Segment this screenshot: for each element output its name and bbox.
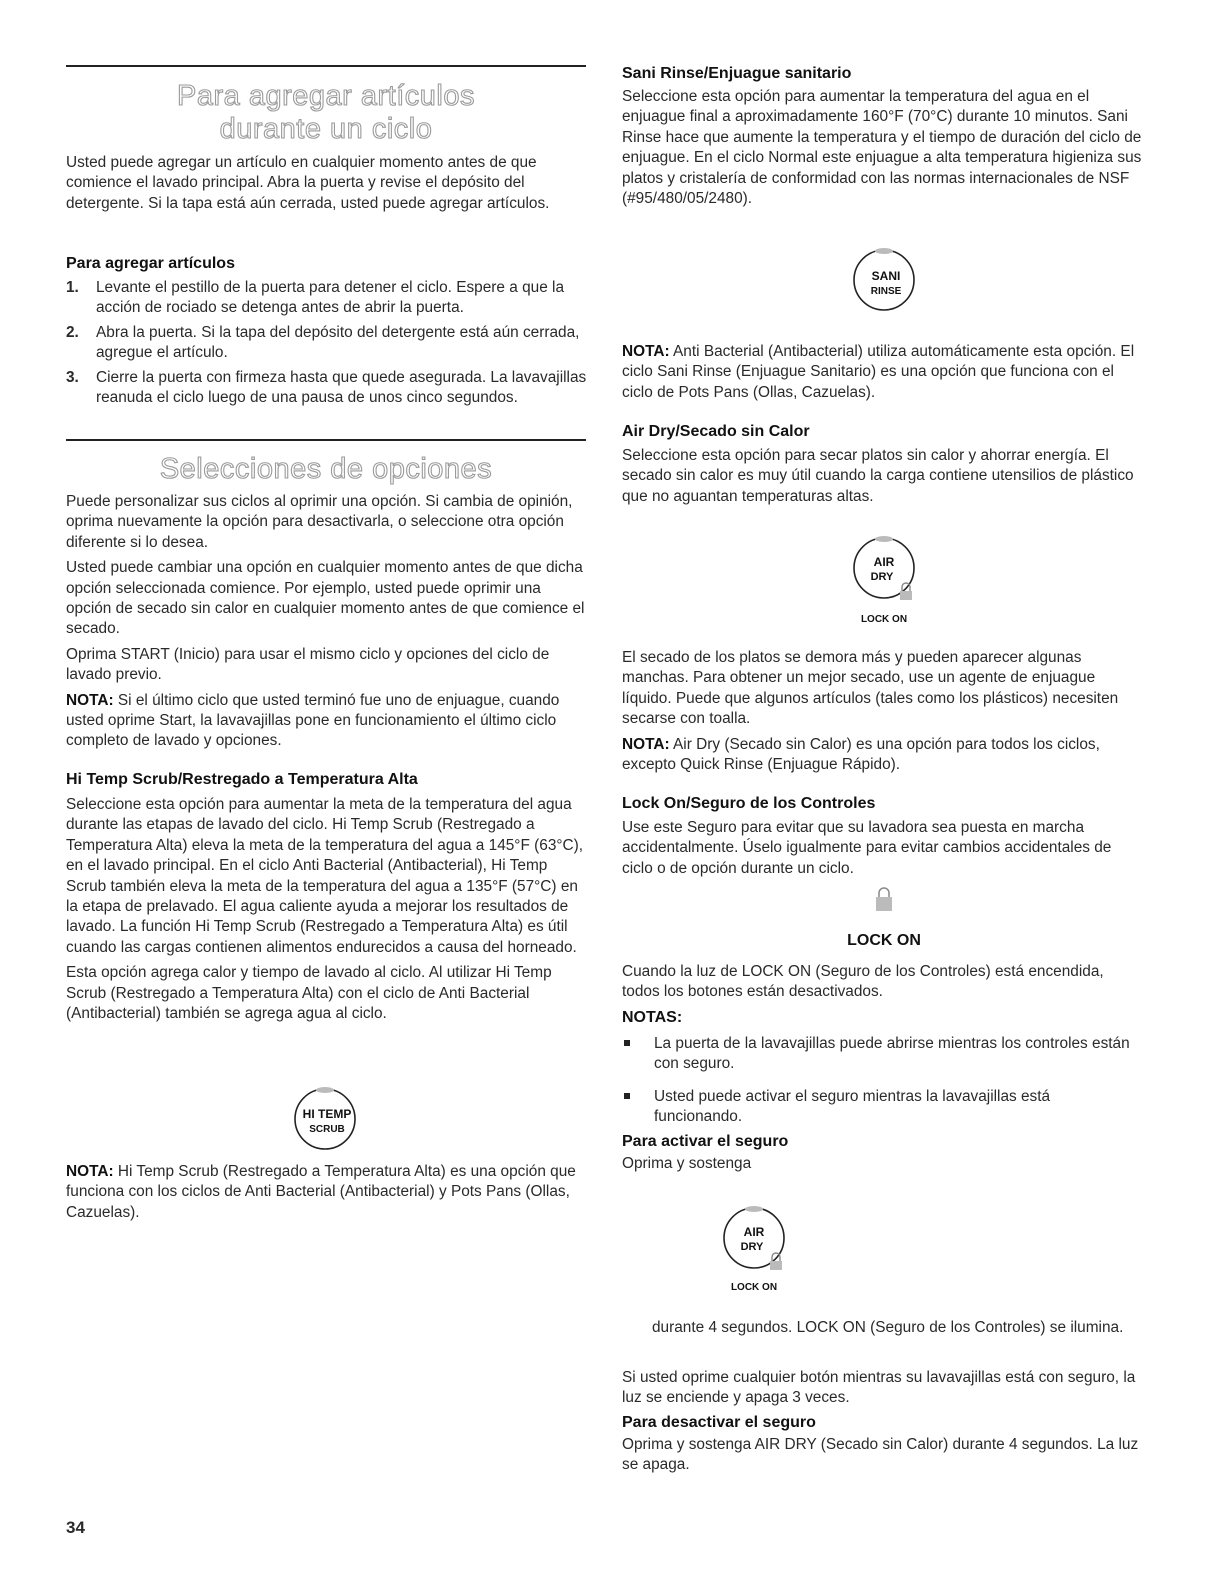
- lock-notes-title: NOTAS:: [622, 1009, 683, 1026]
- hitemp-icon-line2: SCRUB: [309, 1124, 345, 1135]
- lock-icon-caption: LOCK ON: [847, 932, 921, 949]
- lock-p3: Si usted oprime cualquier botón mientras su lavavajillas está con seguro, la luz se enciende y apaga 3 veces.: [622, 1369, 1136, 1407]
- lock-on-indicator-icon: [826, 884, 942, 950]
- step-item: 1. Levante el pestillo de la puerta para detener el ciclo. Espere a que la acción de rociado se detenga antes de abrir la puerta.: [66, 279, 565, 317]
- padlock-icon: [900, 583, 912, 600]
- hitemp-icon-line1: HI TEMP: [302, 1107, 352, 1121]
- deactivate-title: Para desactivar el seguro: [622, 1414, 816, 1431]
- step-item: 2. Abra la puerta. Si la tapa del depósito del detergente está aún cerrada, agregue el artículo.: [66, 323, 580, 362]
- airdry-icon-line2: DRY: [870, 571, 894, 583]
- options-p1: Puede personalizar sus ciclos al oprimir una opción. Si cambia de opinión, oprima nuevamente la opción para desactivarla, o seleccione otra opción diferente si lo desea.: [66, 493, 573, 551]
- list-item: La puerta de la lavavajillas puede abrirse mientras los controles están con seguro.: [622, 1034, 1142, 1075]
- hitemp-title: Hi Temp Scrub/Restregado a Temperatura Alta: [66, 771, 418, 788]
- air-dry-button-icon-2: [696, 1188, 812, 1296]
- activate-title: Para activar el seguro: [622, 1133, 789, 1150]
- add-items-intro: Usted puede agregar un artículo en cualquier momento antes de que comience el lavado principal. Abra la puerta y revise el depósito del detergente. Si la tapa está aún cerrada, usted puede agregar artículos.: [66, 154, 550, 212]
- airdry-icon-caption: LOCK ON: [860, 614, 908, 625]
- padlock-icon: [876, 888, 892, 911]
- options-rule: [66, 439, 586, 441]
- add-items-steps-title: Para agregar artículos: [66, 255, 235, 272]
- deactivate-text: Oprima y sostenga AIR DRY (Secado sin Calor) durante 4 segundos. La luz se apaga.: [622, 1436, 1139, 1474]
- activate-text: Oprima y sostenga: [622, 1155, 752, 1172]
- sani-note: NOTA: Anti Bacterial (Antibacterial) utiliza automáticamente esta opción. El ciclo Sani Rinse (Enjuague Sanitario) es una opción que funciona con el ciclo de Pots Pans (Ollas, Cazuelas).: [622, 343, 1135, 401]
- add-items-steps: [66, 278, 588, 408]
- activate-icon-line2: DRY: [740, 1241, 764, 1253]
- hitemp-p2: Esta opción agrega calor y tiempo de lavado al ciclo. Al utilizar Hi Temp Scrub (Restregado a Temperatura Alta) con el ciclo de Anti Bacterial (Antibacterial) también se agrega agua al ciclo.: [66, 964, 552, 1023]
- air-dry-button-icon: [826, 518, 942, 628]
- page-number: 34: [66, 1518, 85, 1537]
- activate-icon-caption: LOCK ON: [730, 1282, 778, 1293]
- airdry-note: NOTA: Air Dry (Secado sin Calor) es una opción para todos los ciclos, excepto Quick Rinse (Enjuague Rápido).: [622, 735, 1100, 774]
- sani-icon-line1: SANI: [871, 269, 901, 283]
- sani-icon-line2: RINSE: [870, 286, 902, 297]
- activate-text-2: durante 4 segundos. LOCK ON (Seguro de los Controles) se ilumina.: [652, 1319, 1124, 1336]
- step-item: 3. Cierre la puerta con firmeza hasta que quede asegurada. La lavavajillas reanuda el ciclo luego de una pausa de unos cinco segundos.: [66, 368, 587, 407]
- lock-p2: Cuando la luz de LOCK ON (Seguro de los Controles) está encendida, todos los botones están desactivados.: [622, 963, 1104, 1001]
- options-p2: Usted puede cambiar una opción en cualquier momento antes de que dicha opción seleccionada comience. Por ejemplo, usted puede oprimir una opción de secado sin calor en cualquier momento antes de que comience el secado.: [66, 559, 585, 638]
- airdry-p1: Seleccione esta opción para secar platos sin calor y ahorrar energía. El secado sin calor es muy útil cuando la carga contiene utensilios de plástico que no aguantan temperaturas altas.: [622, 447, 1134, 505]
- lock-p1: Use este Seguro para evitar que su lavadora sea puesta en marcha accidentalmente. Úselo igualmente para evitar cambios accidentales de ciclo o de opción durante un ciclo.: [622, 819, 1112, 877]
- add-items-heading: [66, 80, 586, 146]
- lock-title: Lock On/Seguro de los Controles: [622, 795, 876, 812]
- lock-notes-list: [622, 1034, 1142, 1128]
- options-note: NOTA: Si el último ciclo que usted terminó fue uno de enjuague, cuando usted oprime Start, la lavavajillas pone en funcionamiento el último ciclo completo de lavado y opciones.: [66, 691, 560, 750]
- sani-title: Sani Rinse/Enjuague sanitario: [622, 65, 852, 82]
- hi-temp-scrub-button-icon: [267, 1078, 383, 1150]
- options-heading: Selecciones de opciones: [159, 453, 493, 485]
- sani-p1: Seleccione esta opción para aumentar la temperatura del agua en el enjuague final a aproximadamente 160°F (70°C) durante 10 minutos. Sani Rinse hace que aumente la temperatura y el tiempo de duración del ciclo de enjuague. En el ciclo Normal este enjuague a alta temperatura higieniza sus platos y cristalería de conformidad con las normas internacionales de NSF (#95/480/05/2480).: [622, 88, 1142, 208]
- airdry-title: Air Dry/Secado sin Calor: [622, 423, 810, 440]
- airdry-p2: El secado de los platos se demora más y pueden aparecer algunas manchas. Para obtener un mejor secado, use un agente de enjuague líquido. Puede que algunos artículos (tales como los plásticos) necesiten secarse con toalla.: [622, 649, 1119, 728]
- hitemp-note: NOTA: Hi Temp Scrub (Restregado a Temperatura Alta) es una opción que funciona con los ciclos de Anti Bacterial (Antibacterial) y Pots Pans (Ollas, Cazuelas).: [66, 1163, 576, 1221]
- hitemp-p1: Seleccione esta opción para aumentar la meta de la temperatura del agua durante las etapas de lavado del ciclo. Hi Temp Scrub (Restregado a Temperatura Alta) eleva la meta de la temperatura del agua a 145°F (63°C), en el lavado principal. En el ciclo Anti Bacterial (Antibacterial), Hi Temp Scrub también eleva la meta de la temperatura del agua a 135°F (57°C) en la etapa de prelavado. El agua caliente ayuda a mejorar los resultados de lavado. La función Hi Temp Scrub (Restregado a Temperatura Alta) es útil cuando las cargas contienen alimentos endurecidos a causa del horneado.: [66, 796, 584, 956]
- add-items-heading-line1: Para agregar artículos: [177, 80, 475, 112]
- top-rule-left: [66, 65, 586, 67]
- airdry-icon-line1: AIR: [873, 555, 895, 569]
- list-item: Usted puede activar el seguro mientras la lavavajillas está funcionando.: [622, 1087, 1142, 1128]
- padlock-icon: [770, 1253, 782, 1270]
- add-items-heading-line2: durante un ciclo: [219, 113, 433, 145]
- activate-icon-line1: AIR: [743, 1225, 765, 1239]
- sani-rinse-button-icon: [826, 240, 942, 312]
- options-p3: Oprima START (Inicio) para usar el mismo ciclo y opciones del ciclo de lavado previo.: [66, 645, 550, 684]
